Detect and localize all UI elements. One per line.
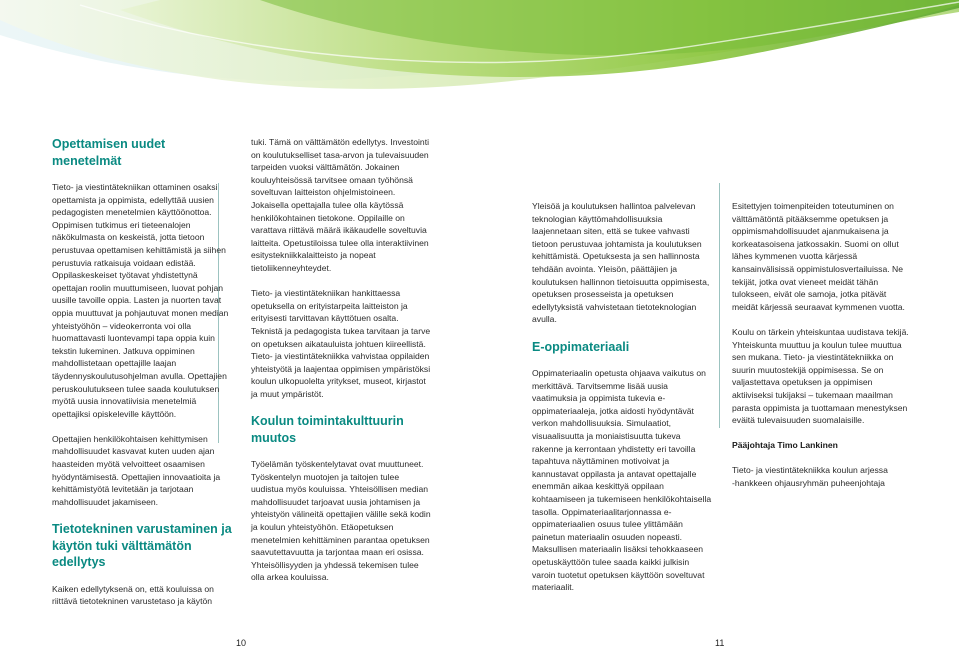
- left-page-column-2: [251, 136, 431, 597]
- right-page-column-1: [532, 200, 712, 606]
- paragraph: Tieto- ja viestintätekniikan hankittaessa opetuksella on erityistarpeita laitteiston ja erityisesti tarvittavan käyttötuen osalta. Teknistä ja pedagogista tukea tarvitaan ja tarve on opetuksen aikatauluista johtuen kiireellistä. Tieto- ja viestintätekniikka vahvistaa oppilaiden yhteistyötä ja laajentaa oppimisen ympäristöksi koulun ulkopuolelta yritykset, museot, kirjastot ja muut ympäristöt.: [251, 288, 431, 399]
- section-heading-opettamisen: Opettamisen uudet menetelmät: [52, 137, 166, 168]
- page-number-left: 10: [236, 638, 247, 648]
- column-divider-right: [719, 183, 720, 428]
- signature-name: Pääjohtaja Timo Lankinen: [732, 440, 838, 451]
- paragraph: Opettajien henkilökohtaisen kehittymisen mahdollisuudet kasvavat kuten uuden ajan haasteiden myötä velvoitteet osaamisen hyödyntämisestä. Opettajien innovaatioita ja kehittämistyötä levitetään ja tarjotaan mahdollisuudet jakamiseen.: [52, 433, 221, 507]
- paragraph: Esitettyjen toimenpiteiden toteutuminen on välttämätöntä pitääksemme opetuksen ja oppimismahdollisuudet ajanmukaisena ja korkeatasoisena jatkossakin. Suomi on ollut lähes kymmenen vuotta kärjessä kansainvälisissä oppimistulosvertailuissa. Ne tekijät, jotka ovat vieneet meidät tähän tulokseen, eivät ole samoja, jotka pitävät meidät kärjessä seuraavat kymmenen vuotta.: [732, 201, 905, 312]
- decorative-wave-banner: [0, 0, 959, 115]
- section-heading-e-oppimateriaali: E-oppimateriaali: [532, 339, 630, 354]
- paragraph: Kaiken edellytyksenä on, että kouluissa on riittävä tietotekninen varustetaso ja käytön: [52, 583, 214, 607]
- signature-title-line: Tieto- ja viestintätekniikka koulun arjessa: [732, 465, 888, 476]
- section-heading-tietotekninen: Tietotekninen varustaminen ja käytön tuki välttämätön edellytys: [52, 522, 232, 570]
- section-heading-koulun: Koulun toimintakulttuurin muutos: [251, 414, 404, 445]
- right-page-column-2: [732, 200, 910, 490]
- paragraph: Koulu on tärkein yhteiskuntaa uudistava tekijä. Yhteiskunta muuttuu ja koulun tulee muuttua sen mukana. Tieto- ja viestintätekniikka on suurin muutostekijä oppimisessa. Se on valjastettava opetuksen ja oppimisen aktiiviseksi tukijaksi – tukemaan maailman parasta oppimista ja tuottamaan menestyksen eväitä tulevaisuuden suomalaisille.: [732, 326, 909, 426]
- page-number-right: 11: [715, 638, 725, 648]
- paragraph: Yleisöä ja koulutuksen hallintoa palvelevan teknologian käyttömahdollisuuksia laajennetaan siten, että se tukee vahvasti tietoon perustuvaa johtamista ja koulutuksen kehittämistä. Opetuksesta ja sen hallinnosta tehdään avointa. Yleisön, päättäjien ja koulutuksen hallinnon tietoisuutta oppimisesta, opetuksen prosesseista ja opetuksen edellytyksistä vahvistetaan tietoteknologian avulla.: [532, 201, 710, 325]
- signature-title-line: -hankkeen ohjausryhmän puheenjohtaja: [732, 478, 885, 489]
- paragraph: Tieto- ja viestintätekniikan ottaminen osaksi opettamista ja oppimista, edellyttää uusien pedagogisten menetelmien käyttöönottoa. Oppimisen tutkimus eri tieteenalojen näkökulmasta on keskeistä, jotta tietoon perustuvaa opettamisen kehittämistä ja siihen perustuvia ratkaisuja voidaan edistää. Oppilaskeskeiset työtavat yhdistettynä opettajan roolin muuttumiseen, luovat pohjan uusille tavoille oppia. Lasten ja nuorten tavat oppia muuttuvat ja pohjautuvat monen median yhteistyöhön – videokerronta voi olla huomattavasti luontevampi tapa oppia kuin tekstin lukeminen. Jatkuva oppiminen mahdollistetaan opettajille laajan täydennyskoulutusohjelman avulla. Opettajien peruskoulutukseen tulee saada koulutuksen myötä uusia innovatiivisia menetelmiä opettajiksi opiskeleville käyttöön.: [52, 182, 229, 419]
- left-page-column-1: [52, 136, 234, 620]
- paragraph: Oppimateriaalin opetusta ohjaava vaikutus on merkittävä. Tarvitsemme lisää uusia vaatimuksia ja oppimista tukevia e-oppimateriaaleja, jotka aidosti hyödyntävät verkon mahdollisuuksia. Simulaatiot, visuaalisuutta ja moniaistisuutta tukeva rakenne ja kerrontaan yhdistetty eri tavoilla tapahtuva näyttäminen motivoivat ja kannustavat oppilasta ja antavat opettajalle enemmän aikaa keskittyä oppilaan kohtaamiseen ja tukemiseen henkilökohtaisella tasolla. Oppimateriaalitarjonnassa e-oppimateriaalien osuus tulee ylittämään painetun materiaalin osuuden nopeasti. Maksullisen materiaalin lisäksi tehokkaaseen opetuskäyttöön tulee saada kaikki julkisin varoin tuotetut opetuksen käyttöön soveltuvat materiaalit.: [532, 368, 712, 593]
- paragraph: Työelämän työskentelytavat ovat muuttuneet. Työskentelyn muotojen ja taitojen tulee uudistua myös kouluissa. Yhteisöllisen median mahdollisuudet tarjoavat uusia johtamisen ja yhteistyön välineitä opettajien välille sekä kodin ja koulun yhteistyöhön. Etäopetuksen menetelmien kehittäminen parantaa opetuksen saavutettavuutta ja tarjontaa maan eri osissa. Yhteisöllisyyden ja yhdessä tekemisen tulee olla arkea kouluissa.: [251, 459, 431, 583]
- paragraph: tuki. Tämä on välttämätön edellytys. Investointi on koulutukselliset tasa-arvon ja tulevaisuuden tarpeiden vuoksi välttämätön. Jokainen kouluyhteisössä tarvitsee omaan työhönsä soveltuvan laitteiston ohjelmistoineen. Jokaisella opettajalla tulee olla käytössä henkilökohtainen tietokone. Oppilaille on varattava riittävä määrä ikäkaudelle soveltuvia laitteita. Opetustiloissa tulee olla interaktiivinen esitystekniikkalaitteisto ja nopeat tietoliikenneyhteydet.: [251, 137, 430, 273]
